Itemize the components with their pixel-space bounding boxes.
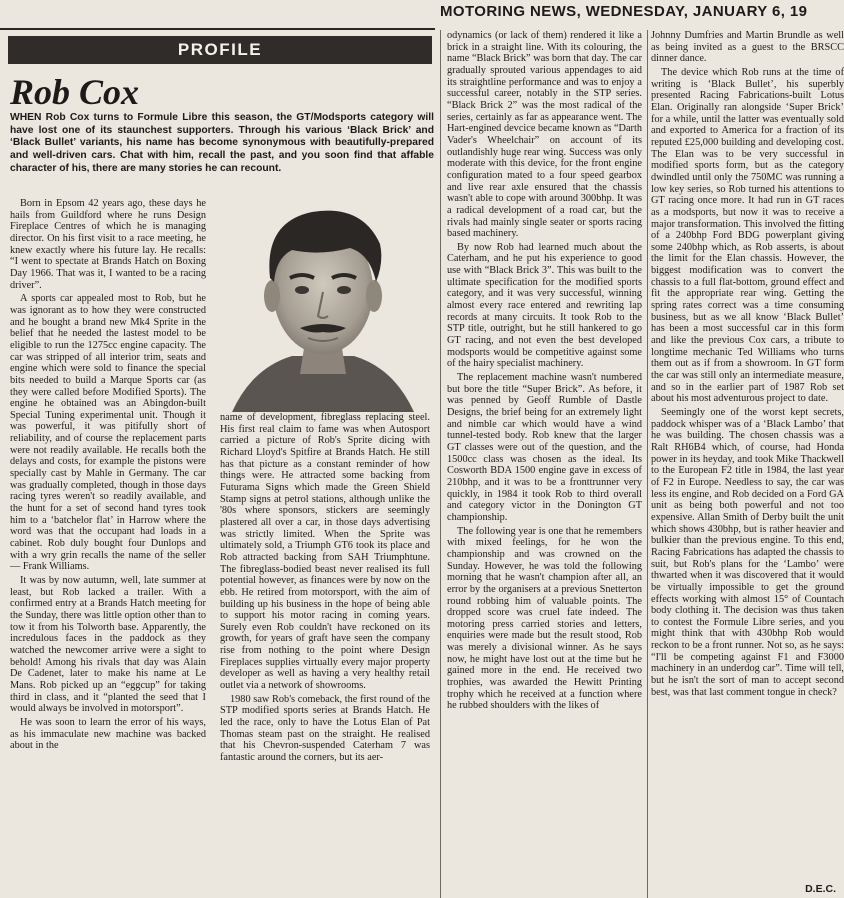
paragraph: The following year is one that he remembers with mixed feelings, for he won the championship and was crowned on the Sunday. However, he was told the following morning that he wasn't champion after all, an error by the organisers at a previous Snetterton round robbing him of valuable points. The dropped score was cruel fate indeed. The motoring press carried stories and letters, enquiries were made but the result stood, Rob was merely a divisional winner. As he says now, he might have lost out at the time but he gained more in the end. He received two trophies, was awarded the Hewitt Printing trophy which he received at a function where he rubbed shoulders with the likes of: [447, 525, 642, 712]
paragraph: By now Rob had learned much about the Caterham, and he put his experience to good use with “Black Brick 3”. This was built to the ultimate specification for the modified sports category, and it was very successful, winning almost every race entered and rewriting lap records at many circuits. It took Rob to the STP title, outright, but he still hankered to go GT racing, and not even the best developed modsports would be competitive against some of the hairy specialist machinery.: [447, 241, 642, 370]
paragraph: Johnny Dumfries and Martin Brundle as well as being invited as a guest to the BRSCC dinner dance.: [651, 30, 844, 65]
article-column-2: [220, 412, 430, 898]
article-column-3: [447, 30, 642, 898]
paragraph: name of development, fibreglass replacing steel. His first real claim to fame was when Autosport carried a picture of Rob's Sprite dicing with Richard Lloyd's Spitfire at Brands Hatch. He still has that picture as a constant reminder of how things were. He attracted some backing from Futurama Signs which made the Green Shield Stamp signs at petrol stations, although unlike the '80s where sponsors, stickers are seemingly plastered all over a car, in those days advertising was strictly limited. When the Sprite was ultimately sold, a Triumph GT6 took its place and Rob attracted backing from SAH Triumphtune. The fibreglass-bodied beast never realised its full potential however, as finances were by now on the ebb. He retired from motorsport, with the aim of building up his business in the hope of being able to support his motor racing in coming years. Surely even Rob couldn't have reckoned on its growth, for years of graft have seen the company rise from nothing to the point where Design Fireplaces supplies virtually every major property developer as well as having a very healthy retail outlet via a network of showrooms.: [220, 412, 430, 692]
paragraph: 1980 saw Rob's comeback, the first round of the STP modified sports series at Brands Hatch. He led the race, only to have the Lotus Elan of Pat Thomas steam past on the straight. He realised that his Chevron-suspended Caterham 7 was fantastic around the corners, but its aer-: [220, 693, 430, 764]
paragraph: The replacement machine wasn't numbered but bore the title “Super Brick”. As before, it was penned by Geoff Rumble of Dastle Designs, the brief being for an extremely light and nimble car which would have a wind tunnel-tested body. Rob knew that the larger GT classes were out of the question, and the 1500cc class was chosen as the ideal. Its Cosworth BDA 1500 engine gave in excess of 210bhp, and it was to be a fronttrunner very quickly, in 1984 it took Rob to third overall and category victor in the Donington GT championship.: [447, 372, 642, 523]
header-rule: [0, 28, 435, 30]
article-column-1: [10, 198, 206, 898]
masthead: MOTORING NEWS, WEDNESDAY, JANUARY 6, 19: [440, 3, 808, 20]
headline: Rob Cox: [10, 72, 140, 112]
portrait-photo: [212, 198, 434, 412]
column-divider: [440, 30, 441, 898]
paragraph: It was by now autumn, well, late summer at least, but Rob lacked a trailer. With a confirmed entry at a Brands Hatch meeting for the Sunday, there was little option other than to tow it from his Tolworth base. Apparently, the incredulous faces in the paddock as they watched the newcomer arrive were a sight to behold! Among his rivals that day was Alain De Cadenet, later to make his name at Le Mans. Rob picked up an “eggcup” for taking third in class, and it “planted the seed that I would always be involved in motorsport”.: [10, 575, 206, 715]
paragraph: The device which Rob runs at the time of writing is ‘Black Bullet’, his superbly presented Racing Fabrications-built Lotus Elan. Originally ran alongside ‘Super Brick’ for a while, until the latter was eventually sold and exported to America for a fraction of its reputed £25,000 building and developing cost. The Elan was to be very successful in modified sports form, but as the category dwindled until only the 750MC was running a low key series, so Rob turned his attentions to GT racing once more. It had run in GT races as a modsports, but now it was to receive a major transformation. This involved the fitting of a 240bhp Ford BDG powerplant giving some 240bhp which, as Rob asserts, is about the limit for the Elan chassis. However, the biggest modification was to convert the chassis to a full flat-bottom, ground effect and fit the appropriate rear wing. Getting the spring rates correct was a time consuming business, but as we all know ‘Black Bullet’ has been a most successful car in this form and like the previous Cox cars, a tribute to longtime mechanic Ted Williams who turns them out as if from a showroom. In GT form the car was still only an intermediate measure, and so in the earlier part of 1987 Rob set about his most adventurous project to date.: [651, 66, 844, 405]
portrait-illustration: [212, 198, 434, 412]
column-divider: [647, 30, 648, 898]
paragraph: He was soon to learn the error of his ways, as his immaculate new machine was backed about in the: [10, 716, 206, 752]
paragraph: odynamics (or lack of them) rendered it like a brick in a straight line. With its colouring, the name “Black Brick” was born that day. The car gradually sprouted various appendages to aid its straightline performance and was to enjoy a successful career, notably in the STP series. “Black Brick 2” was the most radical of the series, certainly as far as appearance went. The Hart-engined devcice became known as “Darth Vader's Wheelchair” on account of its outlandishly huge rear wing. Success was only moderate with this device, for the front engine configuration mated to a four speed gearbox and live rear axle ensured that the chassis wasn't able to cope with around 300bhp. It was a radical development of a road car, but the rivals had mainly single seater or sports racing based machinery.: [447, 30, 642, 240]
author-initials: D.E.C.: [805, 883, 836, 895]
paragraph: Seemingly one of the worst kept secrets, paddock whisper was of a ‘Black Lambo’ that he was building. The chosen chassis was a Ralt RH6B4 which, of course, had Honda power in its heyday, and took Mike Thackwell to the European F2 title in 1984, the last year of F2 in Europe. Needless to say, the car was less its engine, and Rob decided on a Ford GA unit as being both powerful and not too expensive. Allan Smith of Derby built the unit which shows 430bhp, but is rather heavier and bulkier than the previous engine. To this end, Racing Fabrications has adapted the chassis to suit, but Rob's plans for the ‘Lambo’ were thwarted when it was discovered that it would be virtually impossible to get the ground effects working with almost 15° of Countach body clothing it. The decision was thus taken to contest the Formule Libre series, and you might think that with 430bhp Rob would reckon to be a front runner. Not so, as he says: “I'll be competing against F1 and F3000 machinery in an underdog car”. Time will tell, but he isn't the sort of man to accept second best, was that last comment tongue in check?: [651, 407, 844, 698]
standfirst: WHEN Rob Cox turns to Formule Libre this season, the GT/Modsports category will have lost one of its staunchest supporters. Through his various ‘Black Brick’ and ‘Black Bullet’ variants, his name has become synonymous with beautifully-prepared and well-driven cars. Chat with him, recall the past, and you soon find that affable character of his, there are many stories he can recount.: [10, 112, 434, 174]
article-column-4: [651, 30, 844, 884]
paragraph: A sports car appealed most to Rob, but he was ignorant as to how they were constructed and he bought a brand new Mk4 Sprite in the belief that he needed the lastest model to be eligible to run the 1275cc engine capacity. The car was stripped of all interior trim, seats and engine which were sold to finance the special bits needed to build a Marque Sports car (as they were called before Modified Sports). The engine he obtained was an Abingdon-built Special Tuning experimental unit. Though it was powerful, it was pitifully short of reliability, and of course the replacement parts were not readily available. He recalls both the delays and costs, for example the pistons were specially cast by Mahle in Germany. The car was gradually completed, though in those days racing tyres weren't so readily available, and the hunt for a set of second hand tyres took him to a ‘batchelor flat’ in Harrow where the word was that the occupant had loads in a cabinet. Rob duly bought four Dunlops and with a wry grin recalls the name of the seller — Frank Williams.: [10, 293, 206, 573]
paragraph: Born in Epsom 42 years ago, these days he hails from Guildford where he runs Design Fireplace Centres of which he is managing director. On his first visit to a race meeting, he knew exactly where his future lay. He recalls: “I went to spectate at Brands Hatch on Boxing Day 1966. That was it, I wanted to be a racing driver”.: [10, 198, 206, 291]
section-label: PROFILE: [8, 36, 432, 64]
